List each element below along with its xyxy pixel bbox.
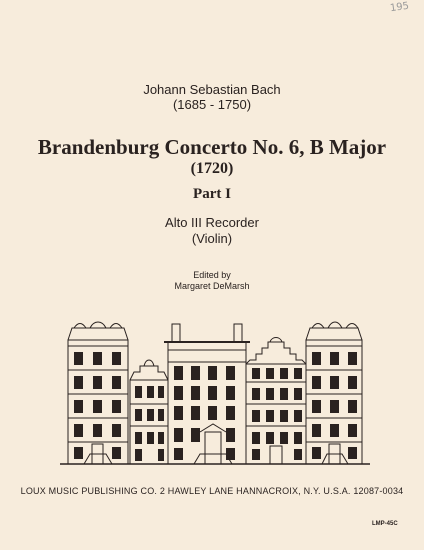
composition-year: (1720): [190, 160, 234, 177]
composer-name: Johann Sebastian Bach: [143, 82, 281, 97]
editor-name: Margaret DeMarsh: [174, 281, 250, 291]
composer-dates: (1685 - 1750): [172, 97, 252, 112]
catalog-number: LMP-45C: [372, 521, 398, 527]
edited-by-label: Edited by: [193, 270, 231, 280]
page-title: Brandenburg Concerto No. 6, B Major: [37, 135, 387, 159]
instrument-label: Alto III Recorder: [165, 215, 259, 230]
publisher-imprint: LOUX MUSIC PUBLISHING CO. 2 HAWLEY LANE HANNACROIX, N.Y. U.S.A. 12087-0034: [20, 486, 404, 496]
pencil-annotation: 195: [389, 0, 410, 15]
townhouse-illustration: [60, 320, 370, 468]
alternate-instrument-label: (Violin): [191, 231, 233, 246]
part-label: Part I: [193, 186, 231, 202]
